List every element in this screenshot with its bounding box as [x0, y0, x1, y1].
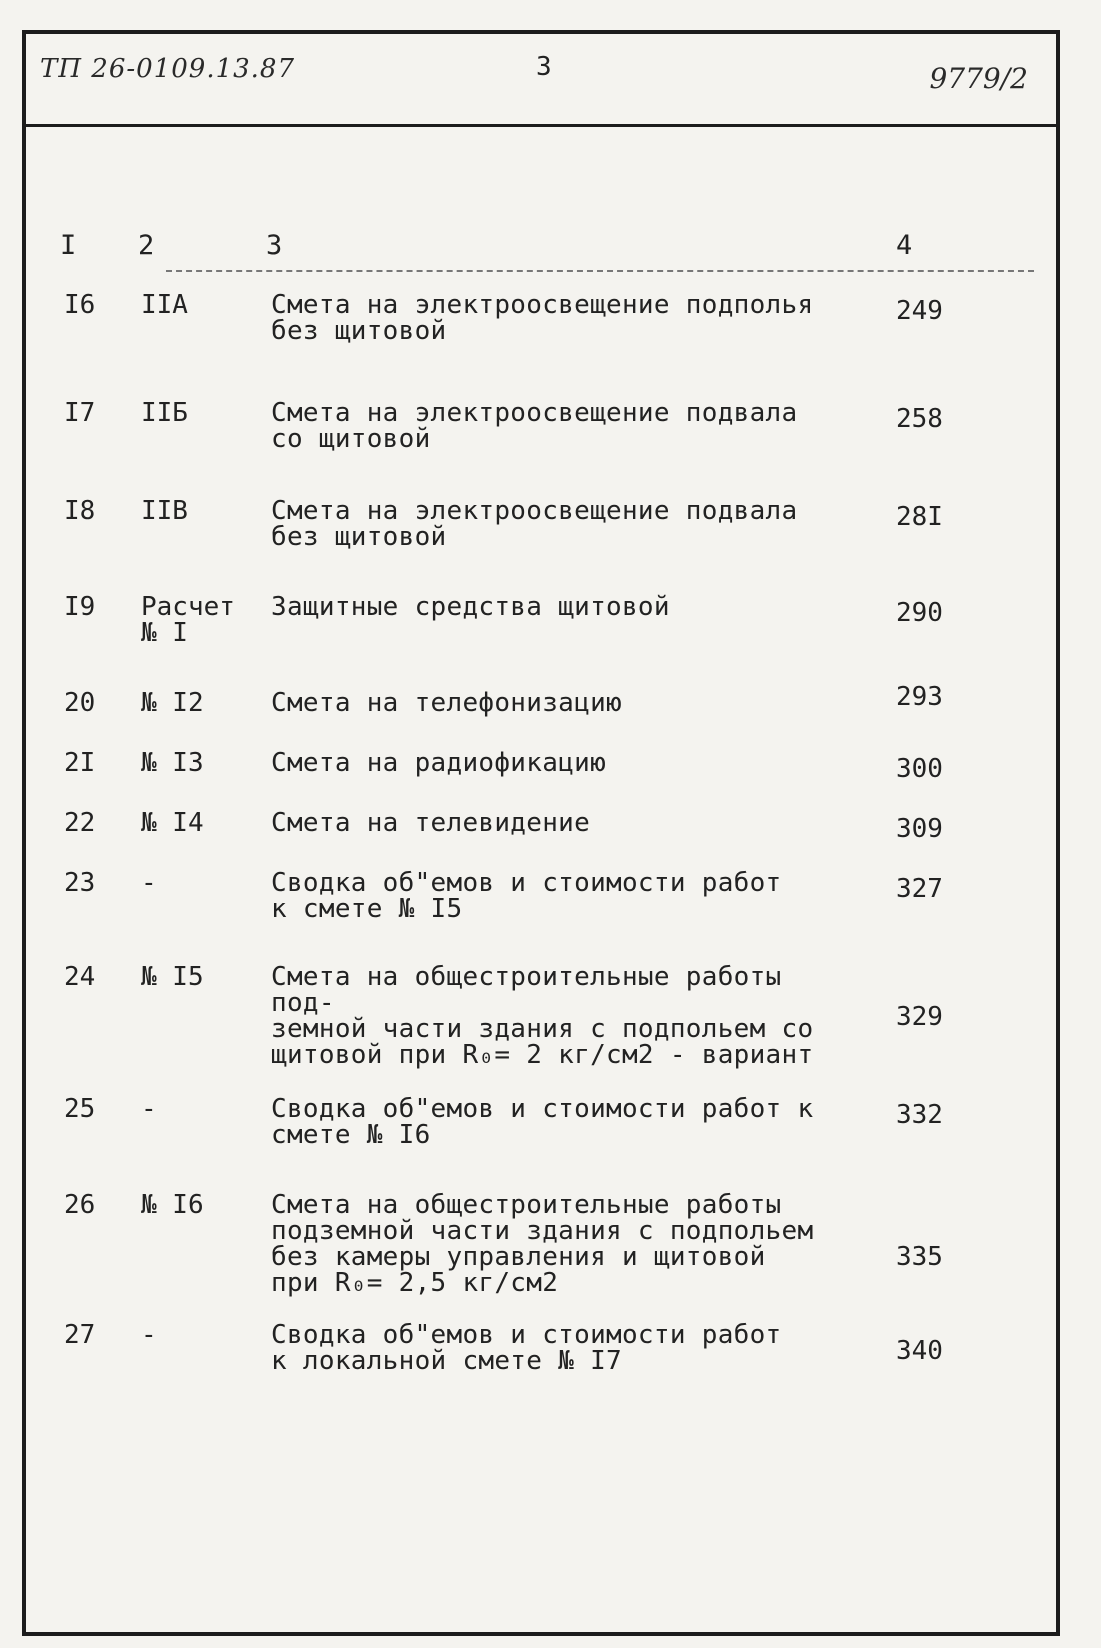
header-divider — [166, 270, 1034, 272]
row-description: Сводка об"емов и стоимости работ к смете № I6 — [271, 1094, 814, 1150]
row-page: 28I — [896, 502, 943, 532]
column-header-1: I — [60, 230, 77, 261]
row-description: Смета на электроосвещение подвала без щитовой — [271, 496, 798, 552]
row-description: Смета на электроосвещение подвала со щитовой — [271, 398, 798, 454]
row-number: 27 — [64, 1320, 96, 1350]
row-number: I7 — [64, 398, 96, 428]
row-page: 332 — [896, 1100, 943, 1130]
column-header-4: 4 — [896, 230, 913, 261]
row-number: 23 — [64, 868, 96, 898]
row-reference: IIВ — [141, 496, 188, 526]
title-block — [26, 34, 1056, 127]
row-reference: № I2 — [141, 688, 204, 718]
row-reference: № I4 — [141, 808, 204, 838]
row-reference: № I6 — [141, 1190, 204, 1220]
row-description: Смета на общестроительные работы подземной части здания с подпольем без камеры управления и щитовой при R₀= 2,5 кг/см2 — [271, 1190, 814, 1298]
row-page: 327 — [896, 874, 943, 904]
row-description: Смета на радиофикацию — [271, 748, 607, 778]
row-reference: - — [141, 1320, 157, 1350]
row-number: 20 — [64, 688, 96, 718]
row-page: 300 — [896, 754, 943, 784]
row-description: Смета на общестроительные работы под- земной части здания с подпольем со щитовой при R₀= 2 кг/см2 - вариант — [271, 962, 814, 1070]
row-page: 293 — [896, 682, 943, 712]
row-reference: IIБ — [141, 398, 188, 428]
row-reference: № I3 — [141, 748, 204, 778]
row-description: Смета на телевидение — [271, 808, 591, 838]
row-page: 335 — [896, 1242, 943, 1272]
row-description: Смета на электроосвещение подполья без щитовой — [271, 290, 814, 346]
row-page: 249 — [896, 296, 943, 326]
row-page: 258 — [896, 404, 943, 434]
row-number: I8 — [64, 496, 96, 526]
row-description: Сводка об"емов и стоимости работ к смете № I5 — [271, 868, 782, 924]
row-number: 22 — [64, 808, 96, 838]
row-reference: IIA — [141, 290, 188, 320]
row-page: 290 — [896, 598, 943, 628]
row-number: 25 — [64, 1094, 96, 1124]
row-reference: № I5 — [141, 962, 204, 992]
row-description: Смета на телефонизацию — [271, 688, 622, 718]
row-number: I9 — [64, 592, 96, 622]
row-description: Защитные средства щитовой — [271, 592, 670, 622]
column-header-3: 3 — [266, 230, 283, 261]
archive-number: 9779/2 — [929, 62, 1028, 95]
row-page: 340 — [896, 1336, 943, 1366]
row-number: I6 — [64, 290, 96, 320]
page-number: 3 — [536, 52, 552, 82]
row-number: 2I — [64, 748, 96, 778]
row-description: Сводка об"емов и стоимости работ к локальной смете № I7 — [271, 1320, 782, 1376]
row-page: 329 — [896, 1002, 943, 1032]
row-reference: Расчет № I — [141, 592, 235, 648]
row-reference: - — [141, 868, 157, 898]
row-reference: - — [141, 1094, 157, 1124]
row-number: 24 — [64, 962, 96, 992]
column-header-2: 2 — [138, 230, 155, 261]
document-frame — [22, 30, 1060, 1636]
row-number: 26 — [64, 1190, 96, 1220]
document-code: ТП 26-0109.13.87 — [40, 54, 296, 84]
row-page: 309 — [896, 814, 943, 844]
